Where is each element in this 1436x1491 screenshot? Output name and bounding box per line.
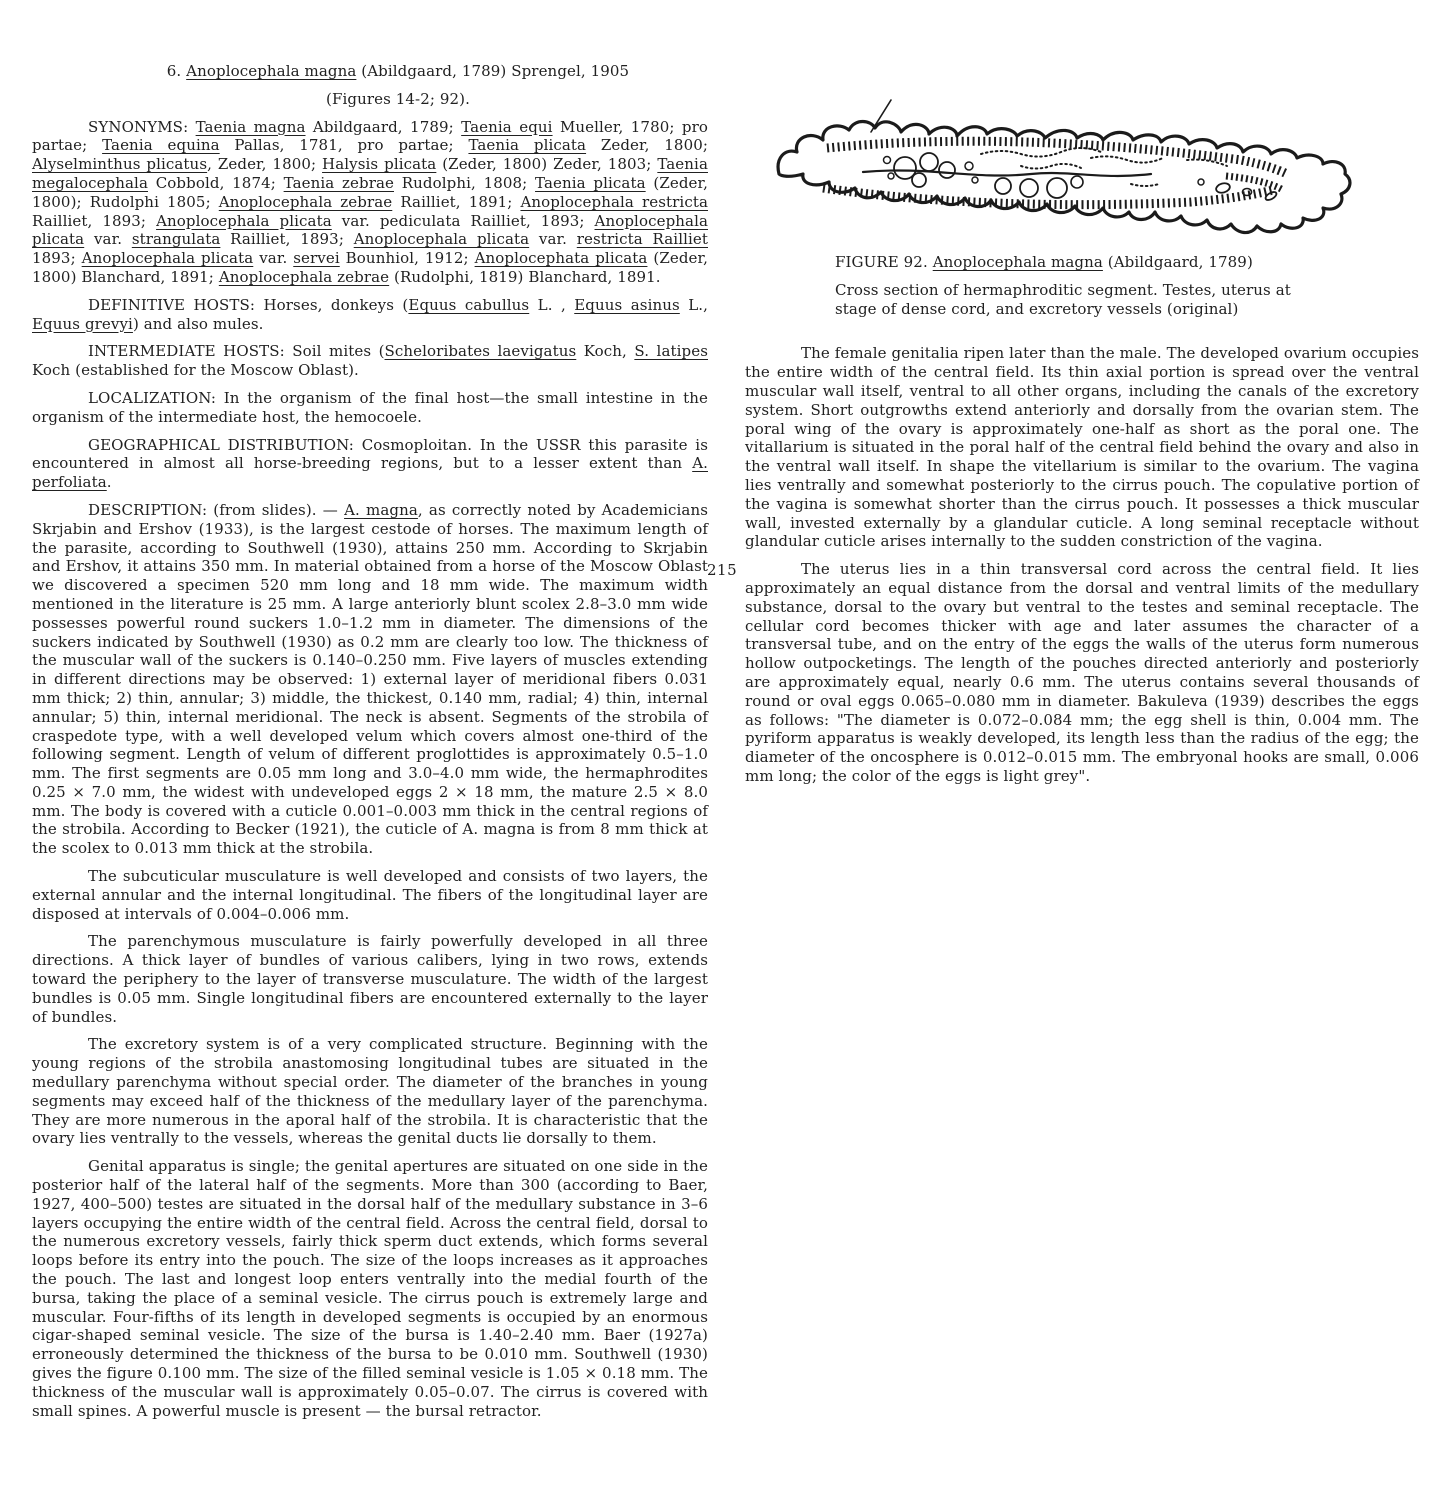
- figure-92-caption-line1: Cross section of hermaphroditic segment. Testes, uterus at: [835, 280, 1291, 299]
- page-number-marker: 215: [707, 561, 738, 580]
- paragraph-intermediate-hosts: INTERMEDIATE HOSTS: Soil mites (Scheloribates laevigatus Koch, S. latipes Koch (established for the Moscow Oblast).: [32, 342, 708, 380]
- paragraph-geographical-distribution: GEOGRAPHICAL DISTRIBUTION: Cosmoploitan. In the USSR this parasite is encountered in almost all horse-breeding regions, but to a lesser extent than A. perfoliata.: [32, 435, 708, 492]
- right-column: [707, 96, 1419, 795]
- paragraph-subcuticular-musculature: The subcuticular musculature is well developed and consists of two layers, the external annular and the internal longitudinal. The fibers of the longitudinal layer are disposed at intervals of 0.004–0.006 mm.: [32, 867, 708, 923]
- uterus-paragraph-wrap: [707, 560, 1419, 786]
- paragraph-female-genitalia: The female genitalia ripen later than the male. The developed ovarium occupies the entire width of the central field. Its thin axial portion is spread over the ventral muscular wall itself, ventral to all other organs, including the canals of the excretory system. Short outgrowths extend anteriorly and dorsally from the ovarian stem. The poral wing of the ovary is approximately one-half as short as the poral one. The vitallarium is situated in the poral half of the central field behind the ovary and also in the ventral wall itself. In shape the vitellarium is similar to the ovarium. The vagina lies ventrally and somewhat posteriorly to the cirrus pouch. The copulative portion of the vagina is somewhat shorter than the cirrus pouch. It possesses a thick muscular wall, invested externally by a glandular cuticle. A long seminal receptacle without glandular cuticle arises internally to the sudden constriction of the vagina.: [745, 344, 1419, 551]
- right-column-text: [707, 344, 1419, 785]
- figure-92-drawing: [771, 96, 1361, 241]
- paragraph-uterus: The uterus lies in a thin transversal cord across the central field. It lies approximately an equal distance from the dorsal and ventral limits of the medullary substance, dorsal to the ovary but ventral to the testes and seminal receptacle. The cellular cord becomes thicker with age and later assumes the character of a transversal tube, and on the entry of the eggs the walls of the uterus form numerous hollow outpocketings. The length of the pouches directed anteriorly and posteriorly are approximately equal, nearly 0.6 mm. The uterus contains several thousands of round or oval eggs 0.065–0.080 mm in diameter. Bakuleva (1939) describes the eggs as follows: "The diameter is 0.072–0.084 mm; the egg shell is thin, 0.004 mm. The pyriform apparatus is weakly developed, its length less than the radius of the egg; the diameter of the oncosphere is 0.012–0.015 mm. The embryonal hooks are small, 0.006 mm long; the color of the eggs is light grey".: [745, 560, 1419, 785]
- left-column: [32, 62, 708, 1429]
- figure-92-caption: [835, 253, 1419, 318]
- paragraph-parenchymous-musculature: The parenchymous musculature is fairly powerfully developed in all three directions. A thick layer of bundles of various calibers, lying in two rows, extends toward the periphery to the layer of transverse musculature. The width of the largest bundles is 0.05 mm. Single longitudinal fibers are encountered externally to the layer of bundles.: [32, 932, 708, 1026]
- paragraph-synonyms: SYNONYMS: Taenia magna Abildgaard, 1789; Taenia equi Mueller, 1780; pro partae; Taenia equina Pallas, 1781, pro partae; Taenia plicata Zeder, 1800; Alyselminthus plicatus, Zeder, 1800; Halysis plicata (Zeder, 1800) Zeder, 1803; Taenia megalocephala Cobbold, 1874; Taenia zebrae Rudolphi, 1808; Taenia plicata (Zeder, 1800); Rudolphi 1805; Anoplocephala zebrae Railliet, 1891; Anoplocephala restricta Railliet, 1893; Anoplocephala plicata var. pediculata Railliet, 1893; Anoplocephala plicata var. strangulata Railliet, 1893; Anoplocephala plicata var. restricta Railliet 1893; Anoplocephala plicata var. servei Bounhiol, 1912; Anoplocephata plicata (Zeder, 1800) Blanchard, 1891; Anoplocephala zebrae (Rudolphi, 1819) Blanchard, 1891.: [32, 117, 709, 286]
- figure-92: [771, 96, 1419, 241]
- figure-92-caption-line2: stage of dense cord, and excretory vessels (original): [835, 299, 1239, 318]
- section-heading: 6. Anoplocephala magna (Abildgaard, 1789) Sprengel, 1905: [166, 62, 630, 80]
- paragraph-description: DESCRIPTION: (from slides). — A. magna, as correctly noted by Academicians Skrjabin and Ershov (1933), is the largest cestode of horses. The maximum length of the parasite, according to Southwell (1930), attains 250 mm. According to Skrjabin and Ershov, it attains 350 mm. In material obtained from a horse of the Moscow Oblast we discovered a specimen 520 mm long and 18 mm wide. The maximum width mentioned in the literature is 25 mm. A large anteriorly blunt scolex 2.8–3.0 mm wide possesses powerful round suckers 1.0–1.2 mm in diameter. The dimensions of the suckers indicated by Southwell (1930) as 0.2 mm are clearly too low. The thickness of the muscular wall of the suckers is 0.140–0.250 mm. Five layers of muscles extending in different directions may be observed: 1) external layer of meridional fibers 0.031 mm thick; 2) thin, annular; 3) middle, the thickest, 0.140 mm, radial; 4) thin, internal annular; 5) thin, internal meridional. The neck is absent. Segments of the strobila of craspedote type, with a well developed velum which covers almost one-third of the following segment. Length of velum of different proglottides is approximately 0.5–1.0 mm. The first segments are 0.05 mm long and 3.0–4.0 mm wide, the hermaphrodites 0.25 × 7.0 mm, the widest with undeveloped eggs 2 × 18 mm, the mature 2.5 × 8.0 mm. The body is covered with a cuticle 0.001–0.003 mm thick in the central regions of the strobila. According to Becker (1921), the cuticle of A. magna is from 8 mm thick at the scolex to 0.013 mm thick at the strobila.: [32, 500, 709, 858]
- paragraph-localization: LOCALIZATION: In the organism of the final host—the small intestine in the organism of the intermediate host, the hemocoele.: [32, 388, 708, 426]
- figure-92-label: FIGURE 92. Anoplocephala magna (Abildgaard, 1789): [835, 253, 1253, 271]
- paragraph-excretory-system: The excretory system is of a very complicated structure. Beginning with the young regions of the strobila anastomosing longitudinal tubes are situated in the medullary parenchyma without special order. The diameter of the branches in young segments may exceed half of the thickness of the medullary layer of the parenchyma. They are more numerous in the aporal half of the strobila. It is characteristic that the ovary lies ventrally to the vessels, whereas the genital ducts lie dorsally to them.: [32, 1035, 708, 1148]
- paragraph-genital-apparatus: Genital apparatus is single; the genital apertures are situated on one side in the posterior half of the lateral half of the segments. More than 300 (according to Baer, 1927, 400–500) testes are situated in the dorsal half of the medullary substance in 3–6 layers occupying the entire width of the central field. Across the central field, dorsal to the numerous excretory vessels, fairly thick sperm duct extends, which forms several loops before its entry into the pouch. The size of the loops increases as it approaches the pouch. The last and longest loop enters ventrally into the medial fourth of the bursa, taking the place of a seminal vesicle. The cirrus pouch is extremely large and muscular. Four-fifths of its length in developed segments is occupied by an enormous cigar-shaped seminal vesicle. The size of the bursa is 1.40–2.40 mm. Baer (1927a) erroneously determined the thickness of the bursa to be 0.010 mm. Southwell (1930) gives the figure 0.100 mm. The size of the filled seminal vesicle is 1.05 × 0.18 mm. The thickness of the muscular wall is approximately 0.05–0.07. The cirrus is covered with small spines. A powerful muscle is present — the bursal retractor.: [32, 1157, 708, 1420]
- paragraph-definitive-hosts: DEFINITIVE HOSTS: Horses, donkeys (Equus cabullus L. , Equus asinus L., Equus grevyi) and also mules.: [32, 295, 708, 333]
- figures-reference-line: (Figures 14-2; 92).: [326, 89, 470, 108]
